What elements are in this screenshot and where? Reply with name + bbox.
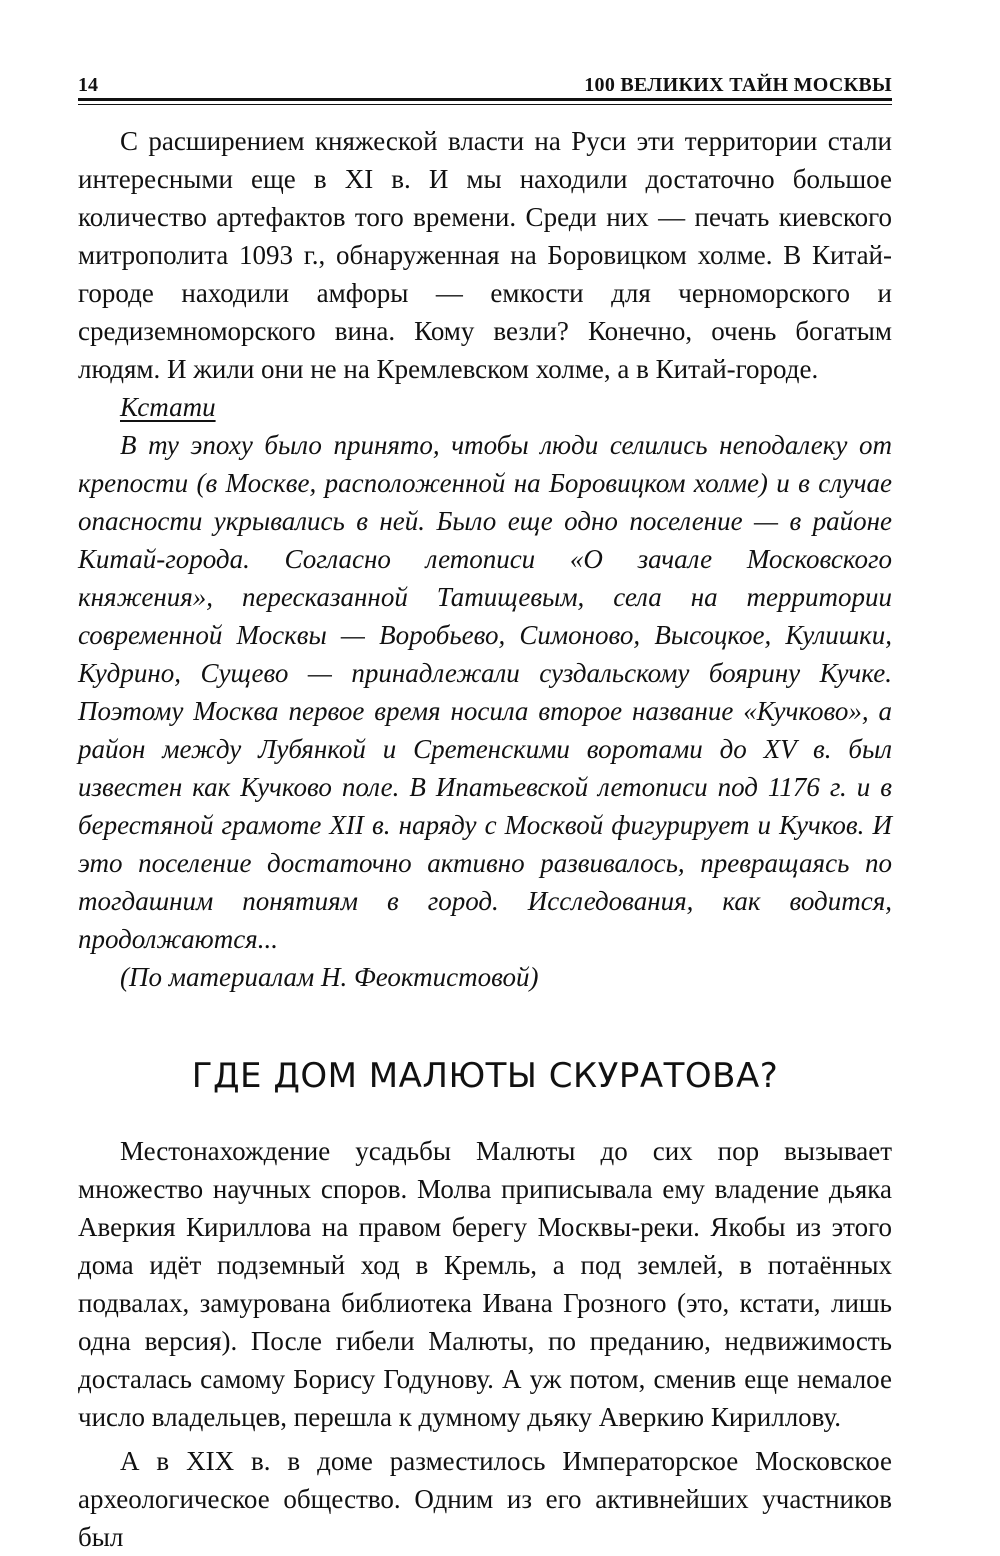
running-title: 100 ВЕЛИКИХ ТАЙН МОСКВЫ (584, 74, 892, 96)
header-rule-thin (78, 104, 892, 105)
section-paragraph: Местонахождение усадьбы Малюты до сих пор вызывает множество научных споров. Молва приписывала ему владение дьяка Аверкия Кириллова на правом берегу Москвы-реки. Якобы из этого дома идёт подземный ход в Кремль, а под землей, в потаённых подвалах, замурована библиотека Ивана Грозного (это, кстати, лишь одна версия). После гибели Малюты, по преданию, недвижимость досталась самому Борису Годунову. А уж потом, сменив еще немалое число владельцев, перешла к думному дьяку Аверкию Кириллову. (78, 1136, 892, 1432)
note-source: (По материалам Н. Феоктистовой) (120, 962, 539, 992)
section-heading: ГДЕ ДОМ МАЛЮТЫ СКУРАТОВА? (191, 1056, 779, 1096)
page-number: 14 (78, 74, 98, 96)
section-paragraph: А в XIX в. в доме разместилось Императорское Московское археологическое общество. Одним из его активнейших участников был (78, 1446, 892, 1552)
note-text: В ту эпоху было принято, чтобы люди селились неподалеку от крепости (в Москве, расположенной на Боровицком холме) и в случае опасности укрывались в ней. Было еще одно поселение — в районе Китай-города. Согласно летописи «О зачале Московского княжения», пересказанной Татищевым, села на территории современной Москвы — Воробьево, Симоново, Высоцкое, Кулишки, Кудрино, Сущево — принадлежали суздальскому боярину Кучке. Поэтому Москва первое время носила второе название «Кучково», а район между Лубянкой и Сретенскими воротами до XV в. был известен как Кучково поле. В Ипатьевской летописи под 1176 г. и в берестяной грамоте XII в. наряду с Москвой фигурирует и Кучков. И это поселение достаточно активно развивалось, превращаясь по тогдашним понятиям в город. Исследования, как водится, продолжаются... (78, 430, 892, 954)
note-label: Кстати (120, 392, 216, 422)
page-content (78, 122, 892, 1556)
header-rule-thick (78, 98, 892, 101)
running-head (78, 70, 892, 96)
intro-paragraph: С расширением княжеской власти на Руси эти территории стали интересными еще в XI в. И мы находили достаточно большое количество артефактов того времени. Среди них — печать киевского митрополита 1093 г., обнаруженная на Боровицком холме. В Китай-городе находили амфоры — емкости для черноморского и средиземноморского вина. Кому везли? Конечно, очень богатым людям. И жили они не на Кремлевском холме, а в Китай-городе. (78, 126, 892, 384)
